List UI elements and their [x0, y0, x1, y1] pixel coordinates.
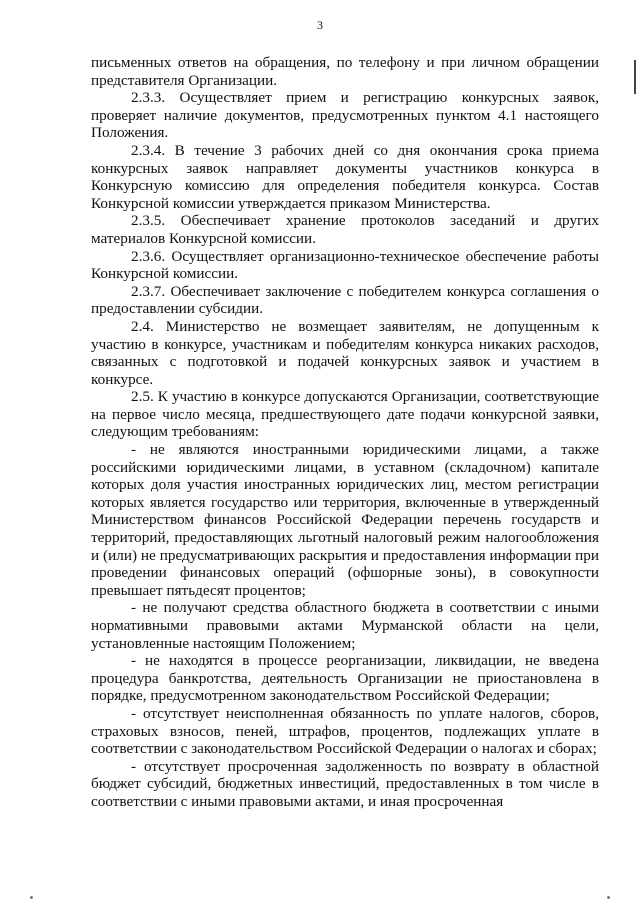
paragraph: 2.4. Министерство не возмещает заявителям, не допущенным к участию в конкурсе, участникам и победителям конкурса никаких расходов, связанных с подготовкой и подачей конкурсных заявок и участием в конкурсе.	[91, 317, 599, 388]
requirement-item: - отсутствует неисполненная обязанность по уплате налогов, сборов, страховых взносов, пеней, штрафов, процентов, подлежащих уплате в соответствии с законодательством Российской Федерации о налогах и сборах;	[91, 704, 599, 758]
scan-edge-mark	[634, 60, 636, 94]
requirement-item: - не являются иностранными юридическими лицами, а также российскими юридическими лицами, в уставном (складочном) капитале которых доля участия иностранных юридических лиц, местом регистрации которых является государство или территория, включенные в утвержденный Министерством финансов Российской Федерации перечень государств и территорий, предоставляющих льготный налоговый режим налогообложения и (или) не предусматривающих раскрытия и предоставления информации при проведении финансовых операций (офшорные зоны), в совокупности превышает пятьдесят процентов;	[91, 441, 599, 599]
paragraph: 2.3.3. Осуществляет прием и регистрацию конкурсных заявок, проверяет наличие документов, предусмотренных пунктом 4.1 настоящего Положения.	[91, 89, 599, 142]
paragraph: 2.3.7. Обеспечивает заключение с победителем конкурса соглашения о предоставлении субсидии.	[91, 282, 599, 318]
scan-dot	[607, 896, 610, 899]
paragraph: 2.3.5. Обеспечивает хранение протоколов заседаний и других материалов Конкурсной комиссии.	[91, 212, 599, 247]
paragraph: 2.3.4. В течение 3 рабочих дней со дня окончания срока приема конкурсных заявок направляет документы участников конкурса в Конкурсную комиссию для определения победителя конкурса. Состав Конкурсной комиссии утверждается приказом Министерства.	[91, 141, 599, 212]
requirement-item: - отсутствует просроченная задолженность по возврату в областной бюджет субсидий, бюджетных инвестиций, предоставленных в том числе в соответствии с иными правовыми актами, и иная просроченная	[91, 757, 599, 810]
requirement-item: - не получают средства областного бюджета в соответствии с иными нормативными правовыми актами Мурманской области на цели, установленные настоящим Положением;	[91, 599, 599, 652]
page-number: 3	[317, 18, 323, 32]
paragraph: 2.3.6. Осуществляет организационно-техническое обеспечение работы Конкурсной комиссии.	[91, 247, 599, 283]
requirement-item: - не находятся в процессе реорганизации, ликвидации, не введена процедура банкротства, деятельность Организации не приостановлена в порядке, предусмотренном законодательством Российской Федерации;	[91, 652, 599, 705]
paragraph: письменных ответов на обращения, по телефону и при личном обращении представителя Организации.	[91, 54, 599, 89]
document-body	[91, 54, 599, 811]
scan-dot	[30, 896, 33, 899]
paragraph: 2.5. К участию в конкурсе допускаются Организации, соответствующие на первое число месяца, предшествующего дате подачи конкурсной заявки, следующим требованиям:	[91, 388, 599, 441]
